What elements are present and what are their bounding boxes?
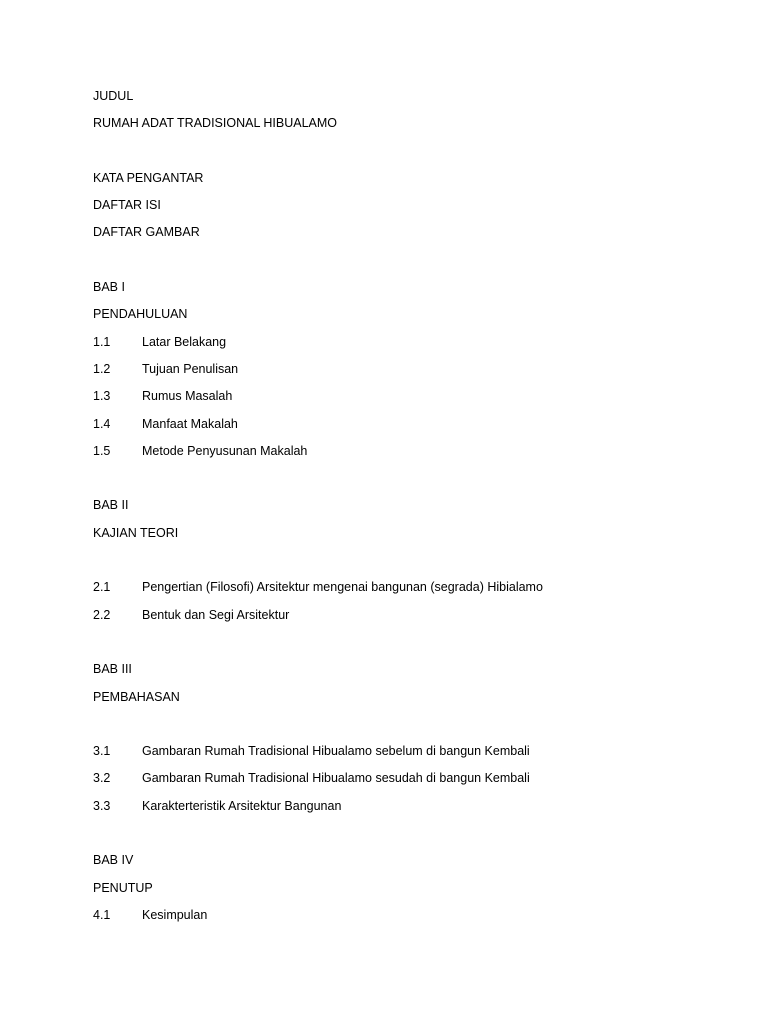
item-number: 1.1 <box>93 334 111 349</box>
toc-item <box>93 387 733 414</box>
chapter-name: PENDAHULUAN <box>93 307 188 322</box>
spacer <box>93 551 733 578</box>
chapter-label: BAB I <box>93 280 125 295</box>
chapter-label: BAB III <box>93 662 132 677</box>
item-text: Karakterteristik Arsitektur Bangunan <box>142 798 342 813</box>
toc-item <box>93 333 733 360</box>
toc-item <box>93 415 733 442</box>
item-text: Pengertian (Filosofi) Arsitektur mengenai bangunan (segrada) Hibialamo <box>142 580 543 595</box>
spacer <box>93 469 733 496</box>
item-number: 1.2 <box>93 361 111 376</box>
item-text: Tujuan Penulisan <box>142 361 239 376</box>
front-matter-daftar-gambar: DAFTAR GAMBAR <box>93 225 200 240</box>
item-number: 1.3 <box>93 389 111 404</box>
item-number: 3.3 <box>93 798 111 813</box>
spacer <box>93 251 733 278</box>
chapter-name: PENUTUP <box>93 880 153 895</box>
chapter-name: KAJIAN TEORI <box>93 525 179 540</box>
toc-item <box>93 769 733 796</box>
item-number: 1.4 <box>93 416 111 431</box>
item-number: 1.5 <box>93 443 111 458</box>
spacer <box>93 142 733 169</box>
spacer <box>93 824 733 851</box>
item-text: Latar Belakang <box>142 334 227 349</box>
toc-item <box>93 606 733 633</box>
item-text: Metode Penyusunan Makalah <box>142 443 308 458</box>
item-text: Manfaat Makalah <box>142 416 238 431</box>
spacer <box>93 715 733 742</box>
toc-item <box>93 742 733 769</box>
chapter-label: BAB IV <box>93 853 134 868</box>
item-text: Kesimpulan <box>142 907 208 922</box>
front-matter-daftar-isi: DAFTAR ISI <box>93 198 161 213</box>
toc-item <box>93 442 733 469</box>
item-text: Rumus Masalah <box>142 389 233 404</box>
document-title: RUMAH ADAT TRADISIONAL HIBUALAMO <box>93 116 338 131</box>
toc-item <box>93 360 733 387</box>
item-number: 4.1 <box>93 907 111 922</box>
item-text: Gambaran Rumah Tradisional Hibualamo sebelum di bangun Kembali <box>142 744 530 759</box>
title-label: JUDUL <box>93 89 134 103</box>
item-number: 3.2 <box>93 771 111 786</box>
document-body <box>93 87 733 933</box>
spacer <box>93 633 733 660</box>
item-number: 3.1 <box>93 744 111 759</box>
chapter-name: PEMBAHASAN <box>93 689 180 704</box>
item-number: 2.1 <box>93 580 111 595</box>
front-matter-kata-pengantar: KATA PENGANTAR <box>93 170 204 185</box>
item-text: Gambaran Rumah Tradisional Hibualamo sesudah di bangun Kembali <box>142 771 530 786</box>
chapter-label: BAB II <box>93 498 129 513</box>
item-number: 2.2 <box>93 607 111 622</box>
item-text: Bentuk dan Segi Arsitektur <box>142 607 290 622</box>
toc-item <box>93 578 733 605</box>
toc-item <box>93 797 733 824</box>
toc-item <box>93 906 733 933</box>
